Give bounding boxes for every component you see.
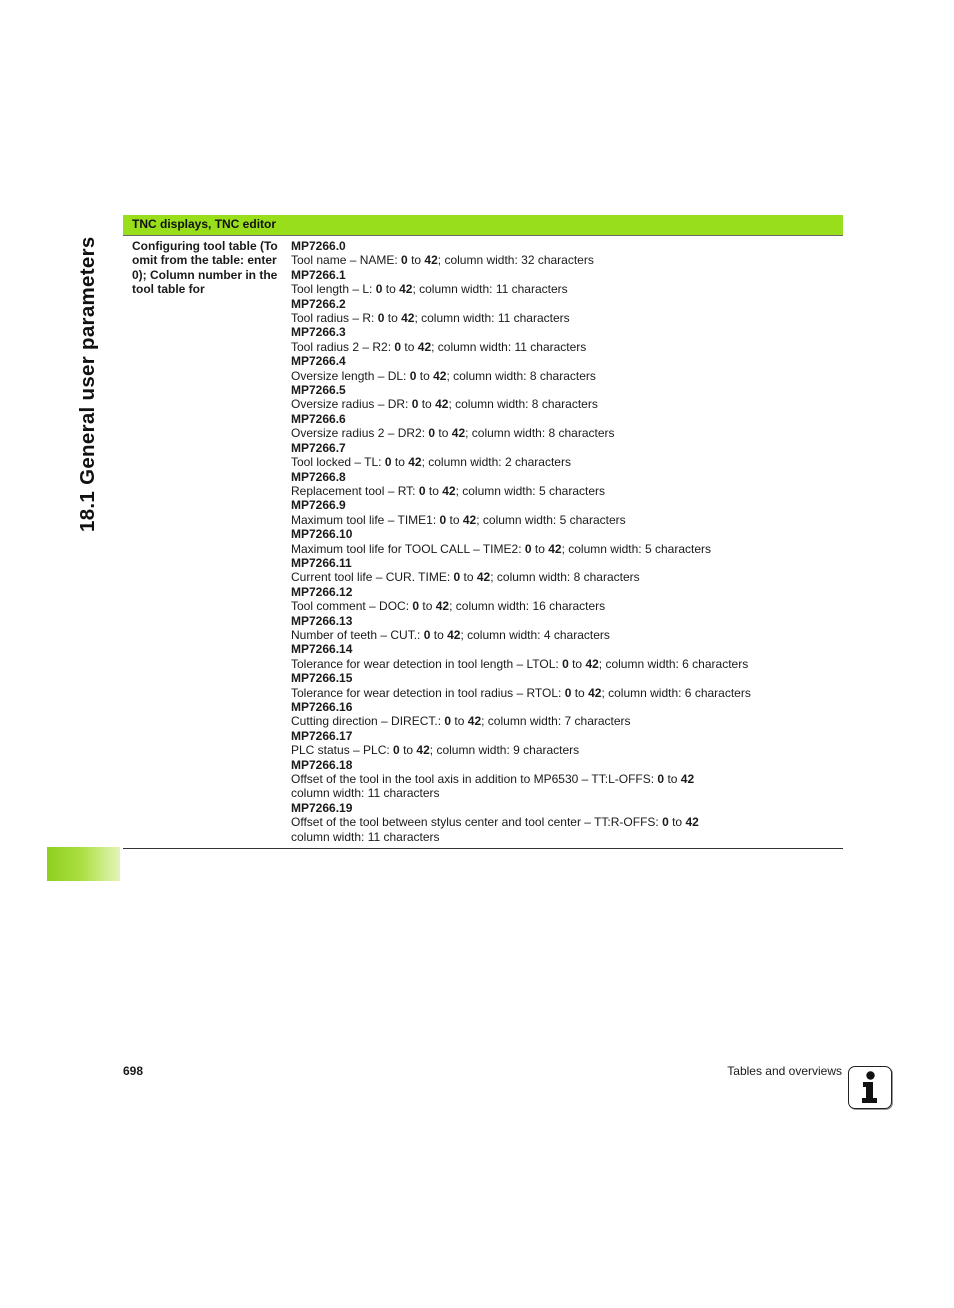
range-separator: to	[668, 815, 686, 830]
range-min: 0	[375, 282, 383, 297]
parameter-id: MP7266.4	[291, 354, 346, 369]
parameter-id: MP7266.17	[291, 728, 353, 743]
range-separator: to	[435, 426, 452, 441]
parameter-description	[291, 743, 841, 757]
parameter-id: MP7266.11	[291, 555, 352, 570]
parameter-description	[291, 772, 841, 786]
description-text: Offset of the tool in the tool axis in addition to MP6530 – TT:L-OFFS:	[291, 772, 658, 787]
chapter-side-title: 18.1 General user parameters	[76, 236, 99, 532]
range-max: 42	[588, 685, 602, 700]
range-max: 42	[435, 397, 449, 412]
parameter-id: MP7266.1	[291, 267, 346, 282]
column-width-text: ; column width: 5 characters	[561, 541, 711, 556]
column-width-text: ; column width: 5 characters	[476, 512, 626, 527]
range-separator: to	[571, 685, 589, 700]
description-text: Maximum tool life – TIME1:	[291, 512, 440, 527]
description-text: Tool comment – DOC:	[291, 599, 413, 614]
parameter-description	[291, 570, 841, 584]
description-text: Current tool life – CUR. TIME:	[291, 570, 454, 585]
range-min: 0	[428, 426, 436, 441]
range-max: 42	[435, 599, 450, 614]
range-min: 0	[657, 772, 665, 787]
description-text: Tool radius – R:	[291, 311, 378, 326]
range-separator: to	[446, 512, 463, 527]
range-separator: to	[460, 570, 477, 585]
range-separator: to	[430, 627, 448, 642]
range-separator: to	[384, 311, 402, 326]
range-min: 0	[562, 656, 569, 671]
parameter-description	[291, 426, 841, 440]
parameter-description	[291, 599, 841, 613]
parameter-description	[291, 657, 841, 671]
range-max: 42	[680, 772, 695, 787]
description-text: Replacement tool – RT:	[291, 483, 419, 498]
column-width-text: ; column width: 9 characters	[429, 743, 580, 758]
column-width-text: ; column width: 8 characters	[490, 570, 640, 585]
parameter-id: MP7266.2	[291, 296, 346, 311]
range-max: 42	[451, 426, 466, 441]
parameter-id: MP7266.5	[291, 383, 346, 398]
column-width-text: column width: 11 characters	[291, 829, 440, 844]
description-text: Oversize radius 2 – DR2:	[291, 426, 429, 441]
range-min: 0	[377, 311, 385, 326]
parameter-description	[291, 369, 841, 383]
column-width-text: ; column width: 11 characters	[414, 311, 570, 326]
footer-chapter-title: Tables and overviews	[727, 1064, 842, 1078]
info-icon[interactable]	[848, 1066, 892, 1109]
range-min: 0	[384, 455, 392, 470]
range-max: 42	[417, 339, 432, 354]
range-max: 42	[548, 541, 562, 556]
range-min: 0	[409, 368, 417, 383]
range-max: 42	[462, 512, 477, 527]
range-separator: to	[531, 541, 549, 556]
parameter-id: MP7266.14	[291, 642, 353, 657]
range-min: 0	[394, 339, 402, 354]
description-text: Tolerance for wear detection in tool radius – RTOL:	[291, 685, 565, 700]
range-separator: to	[418, 397, 436, 412]
range-separator: to	[425, 483, 443, 498]
description-text: Oversize length – DL:	[291, 368, 410, 383]
parameter-id: MP7266.3	[291, 325, 346, 340]
parameter-description	[291, 253, 841, 267]
description-text: Tool name – NAME:	[291, 253, 402, 268]
parameter-id: MP7266.6	[291, 411, 346, 426]
description-text: Tool radius 2 – R2:	[291, 339, 395, 354]
range-max: 42	[401, 311, 415, 326]
range-separator: to	[419, 599, 436, 614]
range-max: 42	[424, 253, 438, 268]
parameter-description	[291, 542, 841, 556]
parameter-id: MP7266.18	[291, 757, 353, 772]
parameter-id: MP7266.9	[291, 498, 346, 513]
chapter-tab-marker	[47, 847, 120, 881]
parameter-id: MP7266.10	[291, 527, 353, 542]
column-width-text: ; column width: 32 characters	[437, 253, 594, 268]
parameter-description	[291, 628, 841, 642]
range-separator: to	[391, 455, 409, 470]
description-text: Cutting direction – DIRECT.:	[291, 714, 445, 729]
description-text: Number of teeth – CUT.:	[291, 627, 424, 642]
parameter-description	[291, 311, 841, 325]
range-min: 0	[453, 570, 461, 585]
range-min: 0	[439, 512, 447, 527]
range-max: 42	[447, 627, 461, 642]
column-width-text: ; column width: 6 characters	[598, 656, 749, 671]
parameter-description	[291, 815, 841, 829]
column-width-text: ; column width: 8 characters	[465, 426, 615, 441]
range-min: 0	[564, 685, 572, 700]
description-text: PLC status – PLC:	[291, 743, 394, 758]
parameter-id: MP7266.7	[291, 440, 346, 455]
section-divider	[123, 848, 843, 849]
column-width-text: ; column width: 11 characters	[431, 339, 587, 354]
range-min: 0	[401, 253, 408, 268]
section-title: TNC displays, TNC editor	[132, 217, 277, 231]
range-max: 42	[685, 815, 699, 830]
parameter-description	[291, 455, 841, 469]
range-max: 42	[442, 483, 456, 498]
parameter-description	[291, 340, 841, 354]
column-width-text: column width: 11 characters	[291, 786, 440, 801]
info-glyph	[849, 1067, 890, 1107]
parameter-id: MP7266.15	[291, 671, 353, 686]
parameter-id: MP7266.16	[291, 700, 353, 714]
range-min: 0	[662, 815, 669, 830]
description-text: Oversize radius – DR:	[291, 397, 412, 412]
range-max: 42	[476, 570, 491, 585]
description-text: Tool length – L:	[291, 282, 376, 297]
range-min: 0	[444, 714, 452, 729]
range-max: 42	[399, 282, 413, 297]
range-min: 0	[412, 599, 420, 614]
description-text: Offset of the tool between stylus center and tool center – TT:R-OFFS:	[291, 815, 663, 830]
range-max: 42	[416, 743, 430, 758]
column-width-text: ; column width: 8 characters	[446, 368, 596, 383]
page-number: 698	[123, 1064, 144, 1078]
parameter-label: Configuring tool table (To omit from the table: enter 0); Column number in the tool table for	[132, 239, 278, 297]
parameter-id: MP7266.0	[291, 239, 346, 253]
range-separator: to	[407, 253, 425, 268]
parameter-list	[291, 239, 841, 844]
range-min: 0	[524, 541, 532, 556]
parameter-description	[291, 282, 841, 296]
parameter-id: MP7266.8	[291, 469, 346, 484]
parameter-id: MP7266.13	[291, 613, 353, 628]
description-text: Maximum tool life for TOOL CALL – TIME2:	[291, 541, 525, 556]
range-min: 0	[423, 627, 431, 642]
parameter-description	[291, 686, 841, 700]
range-min: 0	[393, 743, 400, 758]
column-width-text: ; column width: 5 characters	[455, 483, 605, 498]
range-max: 42	[467, 714, 482, 729]
parameter-description	[291, 484, 841, 498]
parameter-description	[291, 513, 841, 527]
column-width-text: ; column width: 4 characters	[460, 627, 610, 642]
range-max: 42	[408, 455, 422, 470]
range-max: 42	[585, 656, 599, 671]
parameter-description	[291, 714, 841, 728]
column-width-text: ; column width: 16 characters	[449, 599, 606, 614]
parameter-id: MP7266.19	[291, 800, 353, 815]
column-width-text: ; column width: 6 characters	[601, 685, 751, 700]
section-header-bar	[123, 215, 843, 236]
range-separator: to	[399, 743, 417, 758]
column-width-text: ; column width: 11 characters	[412, 282, 568, 297]
range-min: 0	[411, 397, 419, 412]
column-width-text: ; column width: 8 characters	[448, 397, 598, 412]
parameter-description	[291, 397, 841, 411]
range-separator: to	[664, 772, 681, 787]
description-text: Tolerance for wear detection in tool length – LTOL:	[291, 656, 563, 671]
range-max: 42	[433, 368, 447, 383]
range-separator: to	[451, 714, 468, 729]
range-min: 0	[418, 483, 426, 498]
range-separator: to	[568, 656, 586, 671]
column-width-text: ; column width: 7 characters	[481, 714, 631, 729]
parameter-id: MP7266.12	[291, 584, 353, 599]
range-separator: to	[401, 339, 418, 354]
range-separator: to	[416, 368, 434, 383]
column-width-text: ; column width: 2 characters	[421, 455, 571, 470]
range-separator: to	[382, 282, 400, 297]
description-text: Tool locked – TL:	[291, 455, 385, 470]
